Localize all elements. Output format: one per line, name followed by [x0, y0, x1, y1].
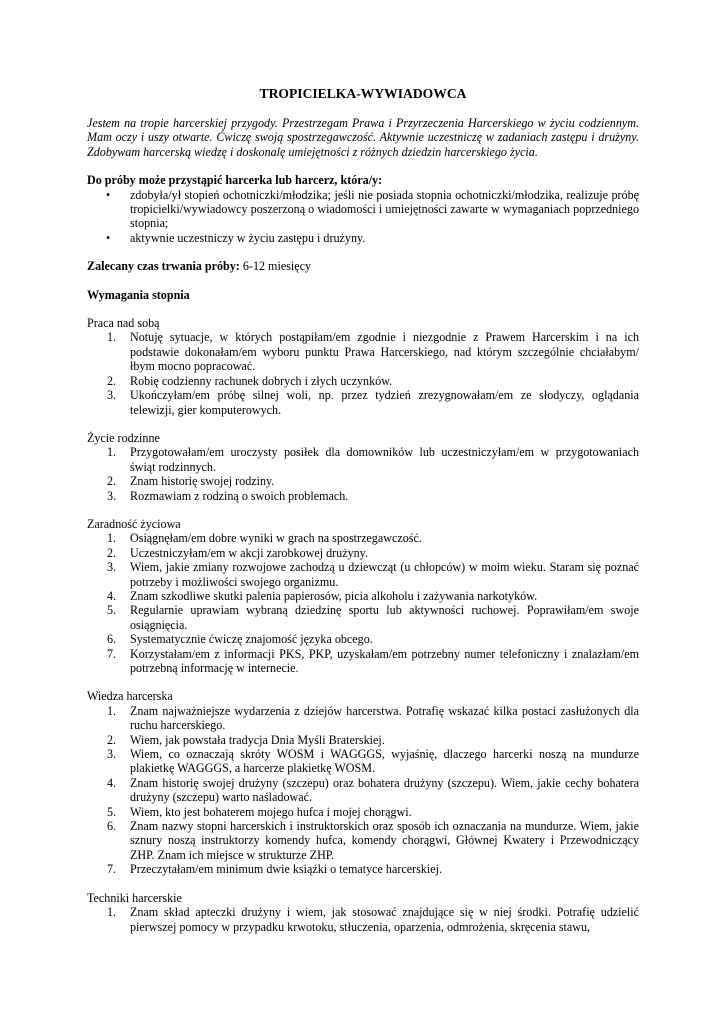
item-text: Wiem, co oznaczają skróty WOSM i WAGGGS, wyjaśnię, dlaczego harcerki noszą na mundurze plakietkę WAGGGS, a harcerze plakietkę WOSM. [130, 747, 639, 776]
item-number: 1. [107, 703, 117, 718]
item-text: Uczestniczyłam/em w akcji zarobkowej drużyny. [130, 545, 368, 560]
item-text: Osiągnęłam/em dobre wyniki w grach na spostrzegawczość. [130, 531, 422, 546]
item-number: 2. [107, 373, 117, 388]
intro-paragraph: Jestem na tropie harcerskiej przygody. Przestrzegam Prawa i Przyrzeczenia Harcerskiego w życiu codziennym. Mam oczy i uszy otwarte. Ćwiczę swoją spostrzegawczość. Aktywnie uczestniczę w zadaniach zastępu i drużyny. Zdobywam harcerską wiedzę i doskonalę umiejętności z różnych dziedzin harcerskiego życia. [87, 116, 639, 159]
list-item: • zdobyła/ył stopień ochotniczki/młodzika; jeśli nie posiada stopnia ochotniczki/młodzika, realizuje próbę tropicielki/wywiadowcy poszerzoną o wiadomości i umiejętności zawarte w wymaganiach poprzedniego stopnia; [106, 187, 639, 231]
item-text: Ukończyłam/em próbę silnej woli, np. przez tydzień zrezygnowałam/em ze słodyczy, oglądania telewizji, gier komputerowych. [130, 388, 639, 417]
item-text: Regularnie uprawiam wybraną dziedzinę sportu lub aktywności ruchowej. Poprawiłam/em swoje osiągnięcia. [130, 603, 639, 632]
list-item [87, 589, 639, 603]
item-text: Wiem, jakie zmiany rozwojowe zachodzą u dziewcząt (u chłopców) w moim wieku. Staram się poznać potrzeby i możliwości swojego organizmu. [130, 560, 639, 589]
requirement-list [87, 445, 639, 503]
item-text: Korzystałam/em z informacji PKS, PKP, uzyskałam/em potrzebny numer telefoniczny i znalazłam/em potrzebną informację w internecie. [130, 646, 639, 675]
item-number: 1. [107, 905, 117, 920]
list-item: • aktywnie uczestniczy w życiu zastępu i drużyny. [106, 230, 366, 245]
list-item [87, 603, 639, 632]
item-number: 4. [107, 588, 117, 603]
item-text: Systematycznie ćwiczę znajomość języka obcego. [130, 632, 373, 647]
document-title: TROPICIELKA-WYWIADOWCA [259, 86, 467, 101]
item-text: Znam historię swojej rodziny. [130, 474, 275, 489]
list-item [87, 905, 639, 934]
requirements-heading: Wymagania stopnia [87, 287, 190, 302]
section-title: Zaradność życiowa [87, 516, 181, 531]
section-title: Życie rodzinne [87, 430, 160, 445]
item-text: Notuję sytuacje, w których postąpiłam/em zgodnie i niezgodnie z Prawem Harcerskim i na ich podstawie dokonałam/em wyboru punktu Prawa Harcerskiego, nad którym szczególnie chciałabym/łbym mocno popracować. [130, 330, 639, 374]
item-text: Znam nazwy stopni harcerskich i instruktorskich oraz sposób ich oznaczania na mundurze. Wiem, jakie sznury noszą instruktorzy komendy hufca, komendy chorągwi, Głównej Kwatery i Przewodniczący ZHP. Znam ich miejsce w strukturze ZHP. [130, 819, 639, 862]
requirement-list [87, 905, 639, 934]
list-item [87, 546, 639, 560]
item-number: 2. [107, 474, 117, 489]
requirement-list [87, 704, 639, 877]
requirement-section [87, 517, 639, 675]
requirement-section [87, 316, 639, 417]
list-item [87, 733, 639, 747]
item-number: 2. [107, 732, 117, 747]
list-item [87, 862, 639, 876]
section-title: Wiedza harcerska [87, 689, 173, 704]
list-item [87, 647, 639, 676]
item-number: 6. [107, 632, 117, 647]
item-text: Rozmawiam z rodziną o swoich problemach. [130, 488, 349, 503]
item-text: Przeczytałam/em minimum dwie książki o tematyce harcerskiej. [130, 862, 442, 877]
eligibility-heading: Do próby może przystąpić harcerka lub harcerz, która/y: [87, 173, 383, 188]
list-item [87, 560, 639, 589]
item-number: 1. [107, 445, 117, 460]
item-text: Znam najważniejsze wydarzenia z dziejów harcerstwa. Potrafię wskazać kilka postaci zasłużonych dla ruchu harcerskiego. [130, 703, 639, 733]
item-text: Przygotowałam/em uroczysty posiłek dla domowników lub uczestniczyłam/em w przygotowaniach świąt rodzinnych. [130, 445, 639, 474]
list-item [87, 704, 639, 733]
list-item [87, 330, 639, 373]
section-title: Praca nad sobą [87, 316, 160, 331]
section-title: Techniki harcerskie [87, 890, 182, 905]
list-item [87, 531, 639, 545]
item-text: Znam skład apteczki drużyny i wiem, jak stosować znajdujące się w niej środki. Potrafię udzielić pierwszej pomocy w przypadku krwotoku, stłuczenia, oparzenia, odmrożenia, skręcenia stawu, [130, 905, 639, 934]
requirement-section [87, 431, 639, 503]
item-number: 5. [107, 603, 117, 618]
item-number: 1. [107, 531, 117, 546]
list-item [87, 819, 639, 862]
requirement-list [87, 531, 639, 675]
list-item [87, 776, 639, 805]
bullet-icon: • [106, 230, 111, 245]
item-number: 3. [107, 388, 117, 403]
item-number: 3. [107, 747, 117, 762]
item-text: Wiem, kto jest bohaterem mojego hufca i mojej chorągwi. [130, 804, 412, 819]
list-item [87, 747, 639, 776]
list-item [87, 805, 639, 819]
list-item [87, 632, 639, 646]
document-page [87, 86, 639, 934]
requirement-section [87, 891, 639, 934]
list-item [87, 489, 639, 503]
item-text: Robię codzienny rachunek dobrych i złych uczynków. [130, 373, 393, 388]
duration-label: Zalecany czas trwania próby: [87, 259, 240, 274]
item-number: 3. [107, 560, 117, 575]
requirement-list [87, 330, 639, 416]
item-text: Znam szkodliwe skutki palenia papierosów, picia alkoholu i zażywania narkotyków. [130, 588, 538, 603]
requirements-sections [87, 316, 639, 934]
item-number: 7. [107, 646, 117, 661]
item-text: Znam historię swojej drużyny (szczepu) oraz bohatera drużyny (szczepu). Wiem, jakie cechy bohatera drużyny (szczepu) warto naśladować. [130, 775, 639, 805]
eligibility-list [87, 188, 639, 246]
item-number: 3. [107, 488, 117, 503]
item-number: 5. [107, 804, 117, 819]
requirement-section [87, 689, 639, 876]
list-item [87, 374, 639, 388]
list-item [87, 474, 639, 488]
item-number: 7. [107, 862, 117, 877]
duration-line [87, 259, 639, 273]
item-number: 2. [107, 545, 117, 560]
list-item [87, 445, 639, 474]
item-text: Wiem, jak powstała tradycja Dnia Myśli Braterskiej. [130, 732, 385, 747]
list-item [87, 388, 639, 417]
bullet-icon: • [106, 187, 111, 202]
item-number: 1. [107, 330, 117, 345]
duration-value: 6-12 miesięcy [239, 259, 312, 274]
item-number: 6. [107, 819, 117, 834]
item-number: 4. [107, 775, 117, 790]
